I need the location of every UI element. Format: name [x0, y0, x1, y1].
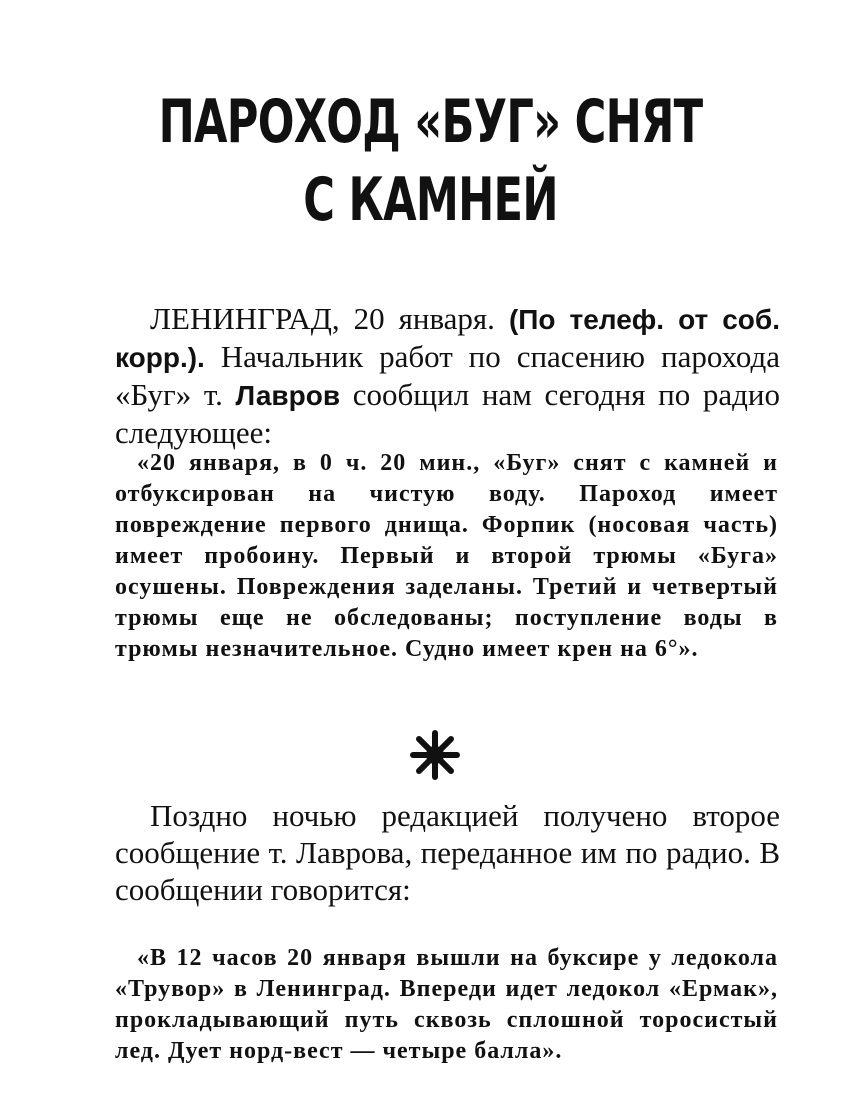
- person-name: Лавров: [235, 380, 341, 411]
- intro-text-end: сообщил нам сегодня по радио следующее:: [115, 377, 781, 450]
- dateline: ЛЕНИНГРАД, 20 января.: [150, 301, 495, 336]
- source-note: (По телеф. от соб. корр.).: [115, 304, 780, 373]
- headline-line-1: ПАРОХОД «БУГ» СНЯТ: [158, 87, 703, 157]
- headline-line-2: С КАМНЕЙ: [303, 165, 558, 235]
- first-report-intro: [115, 300, 780, 451]
- first-report-quote: «20 января, в 0 ч. 20 мин., «Буг» снят с камней и отбуксирован на чистую воду. Пароход имеет повреждение первого днища. Форпик (носовая часть) имеет пробоину. Первый и второй трюмы «Буга» осушены. Повреждения заделаны. Третий и четвертый трюмы еще не обследованы; поступление воды в трюмы незначительное. Судно имеет крен на 6°».: [115, 450, 778, 662]
- second-report-quote: «В 12 часов 20 января вышли на буксире у ледокола «Трувор» в Ленинград. Впереди идет ледокол «Ермак», прокладывающий путь сквозь сплошной торосистый лед. Дует норд-вест — четыре балла».: [115, 945, 778, 1064]
- intro-text: Начальник работ по спасению парохода «Буг» т.: [115, 339, 781, 412]
- asterisk-star-icon: [405, 725, 465, 785]
- second-report-intro: Поздно ночью редакцией получено второе сообщение т. Лаврова, переданное им по радио. В сообщении говорится:: [115, 798, 780, 907]
